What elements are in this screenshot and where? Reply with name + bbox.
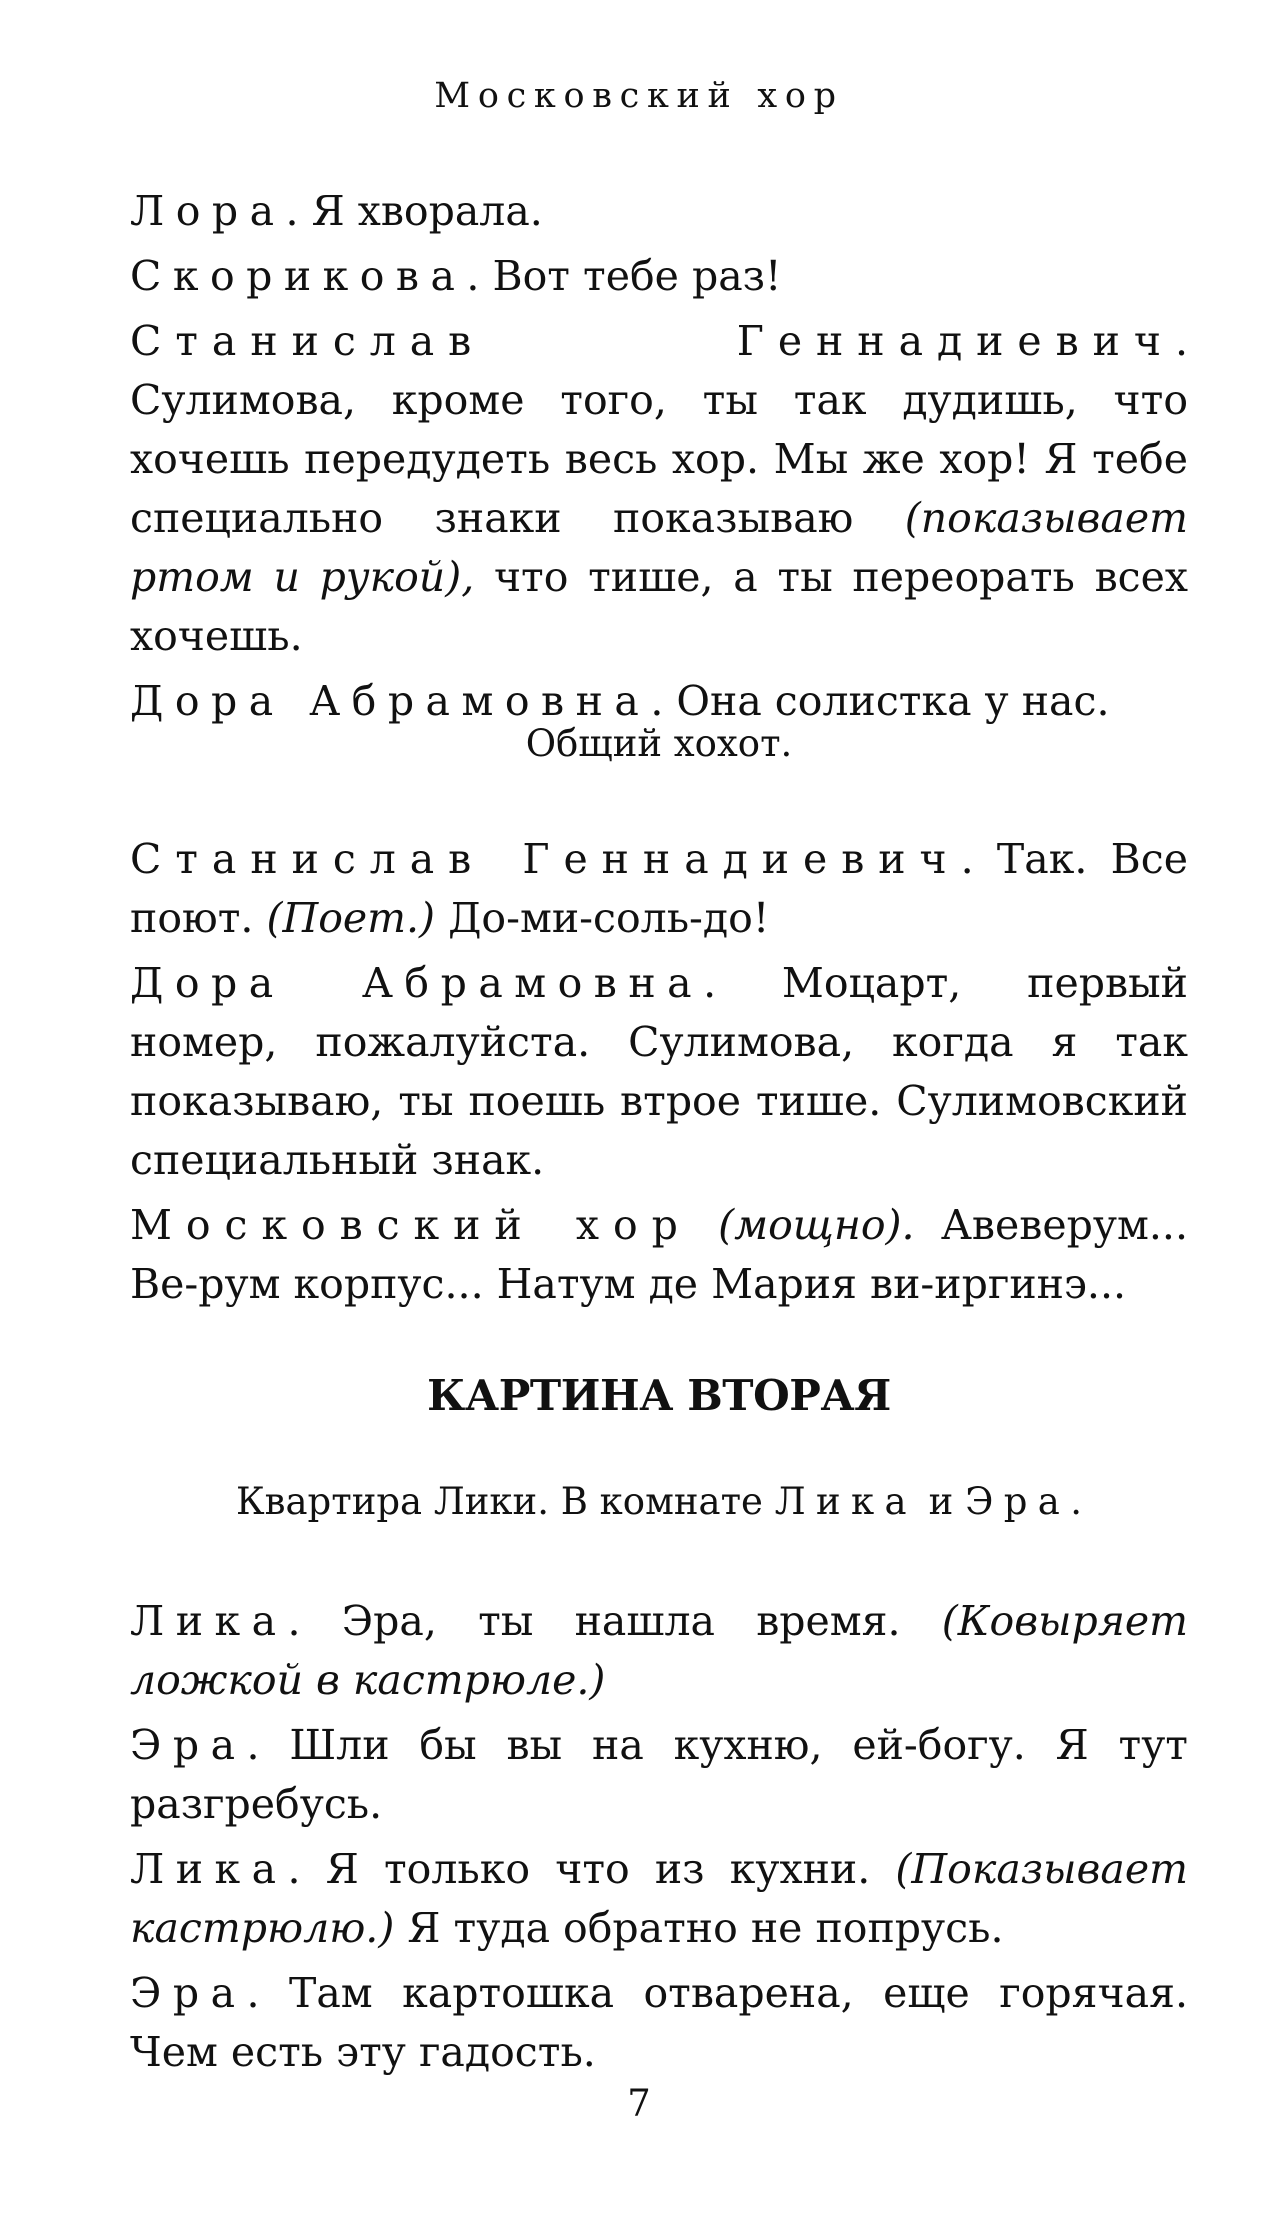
stage-remark: (Показывает кастрюлю.) [130, 1845, 1188, 1952]
replica-text: До-ми-соль-до! [435, 894, 770, 942]
replica-text: Я туда обратно не попрусь. [394, 1904, 1004, 1952]
text-block-1 [130, 182, 1188, 737]
replica-text: . Она солистка у нас. [650, 677, 1110, 725]
stage-direction-1-wrap [130, 718, 1188, 770]
stage-text: и [916, 1480, 966, 1523]
line-lika-1 [130, 1592, 1188, 1710]
line-stanislav-1 [130, 312, 1188, 666]
text-block-2 [130, 830, 1188, 1320]
speaker-name: Эра [130, 1969, 247, 2017]
running-head: Московский хор [434, 76, 844, 116]
line-lora [130, 182, 1188, 241]
replica-text: . Сулимова, кроме того, ты так дудишь, что хочешь передудеть весь хор. Мы же хор! Я тебе специально знаки показываю [130, 317, 1188, 542]
scene-heading-wrap [130, 1368, 1188, 1424]
line-choir [130, 1196, 1188, 1314]
speaker-name: Лора [130, 187, 286, 235]
stage-direction [130, 1476, 1188, 1528]
stage-remark: (Ковыряет ложкой в кастрюле.) [130, 1597, 1188, 1704]
speaker-name: Московский хор [130, 1201, 692, 1249]
page-number: 7 [627, 2082, 651, 2125]
replica-text: . Так. Все поют. [130, 835, 1188, 942]
replica-text: что тише, а ты переорать всех хочешь. [130, 553, 1189, 660]
line-era-1 [130, 1716, 1188, 1834]
line-dora-2 [130, 954, 1188, 1190]
stage-text: . [1070, 1480, 1082, 1523]
scene-heading: КАРТИНА ВТОРАЯ [427, 1371, 891, 1420]
text-block-3 [130, 1592, 1188, 2088]
line-stanislav-2 [130, 830, 1188, 948]
replica-text: . Я только что из кухни. [287, 1845, 896, 1893]
speaker-name: Станислав Геннадиевич [130, 317, 1175, 365]
stage-direction: Общий хохот. [525, 722, 793, 765]
stage-remark: (Поет.) [266, 894, 436, 942]
replica-text: . Моцарт, первый номер, пожалуйста. Сулимова, когда я так показываю, ты поешь втрое тише. Сулимовский специальный знак. [130, 959, 1188, 1184]
replica-text: . Там картошка отварена, еще горячая. Чем есть эту гадость. [130, 1969, 1188, 2076]
stage-text: Квартира Лики. В комнате [236, 1480, 775, 1523]
replica-text: Авеверум... Ве-рум корпус... Натум де Мария ви-иргинэ... [130, 1201, 1188, 1308]
speaker-name: Дора Абрамовна [130, 677, 651, 725]
speaker-name: Дора Абрамовна [130, 959, 704, 1007]
character-name: Лика [774, 1480, 917, 1523]
speaker-name: Станислав Геннадиевич [130, 835, 961, 883]
line-era-2 [130, 1964, 1188, 2082]
line-lika-2 [130, 1840, 1188, 1958]
character-name: Эра [965, 1480, 1071, 1523]
speaker-name: Лика [130, 1597, 288, 1645]
replica-text: . Эра, ты нашла время. [287, 1597, 942, 1645]
stage-remark: (показывает ртом и рукой), [130, 494, 1188, 601]
speaker-name: Скорикова [130, 252, 467, 300]
stage-direction-2-wrap [130, 1476, 1188, 1528]
replica-text: . Я хворала. [285, 187, 543, 235]
replica-text: . Шли бы вы на кухню, ей-богу. Я тут разгребусь. [130, 1721, 1188, 1828]
line-skorikova [130, 247, 1188, 306]
replica-text: . Вот тебе раз! [466, 252, 782, 300]
stage-remark: (мощно). [718, 1201, 915, 1249]
speaker-name: Эра [130, 1721, 247, 1769]
speaker-name: Лика [130, 1845, 288, 1893]
